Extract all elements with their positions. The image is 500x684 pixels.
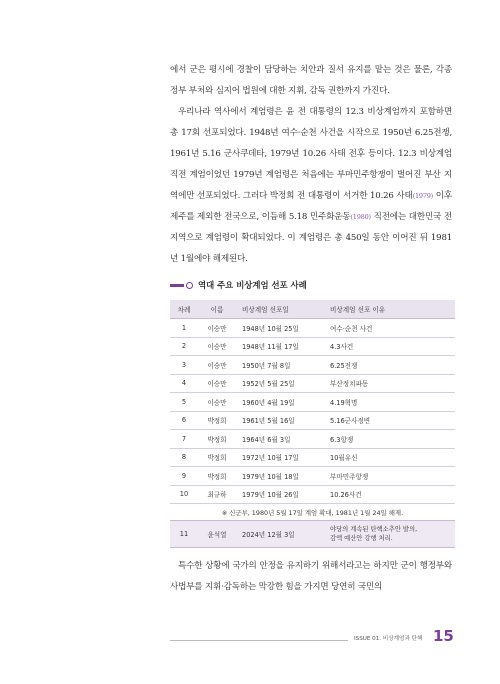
cell-order: 8 <box>170 448 198 467</box>
body-paragraph-1: 에서 군은 평시에 경찰이 담당하는 치안과 질서 유지를 맡는 것은 물론, 각종 정부 부처와 심지어 법원에 대한 지휘, 감독 권한까지 가진다. <box>170 65 452 96</box>
table-row <box>170 393 455 412</box>
cell-reason <box>324 521 455 548</box>
cell-date: 1960년 4월 19일 <box>236 393 324 412</box>
cell-order: 5 <box>170 393 198 412</box>
cell-reason: 10월유신 <box>324 448 455 467</box>
cell-name: 박정희 <box>198 448 236 467</box>
cell-name: 이승만 <box>198 319 236 338</box>
source-year-1980: (1980) <box>350 213 371 221</box>
table-row <box>170 485 455 504</box>
cell-reason: 10.26사건 <box>324 485 455 504</box>
cell-order: 9 <box>170 467 198 486</box>
paragraph-2-part-c: 직전에는 대한민국 전 지역으로 계엄령이 확대되었다. 이 계엄령은 총 450일 동안 이어진 뒤 1981년 1월에야 해제된다. <box>170 212 452 264</box>
cell-name: 박정희 <box>198 411 236 430</box>
cell-order: 7 <box>170 430 198 449</box>
footer-divider <box>170 640 348 641</box>
cell-date: 1948년 10월 25일 <box>236 319 324 338</box>
cell-order: 11 <box>170 521 198 548</box>
cell-reason: 여수·순천 사건 <box>324 319 455 338</box>
header-order: 차례 <box>170 300 198 319</box>
table-header-row <box>170 300 455 319</box>
table-note-row <box>170 504 455 521</box>
cell-order: 1 <box>170 319 198 338</box>
cell-order: 10 <box>170 485 198 504</box>
table-row <box>170 374 455 393</box>
paragraph-2-part-a: 우리나라 역사에서 계엄령은 윤 전 대통령의 12.3 비상계엄까지 포함하면 총 17회 선포되었다. 1948년 여수·순천 사건을 시작으로 1950년 6.25전쟁, 1961년 5.16 군사쿠데타, 1979년 10.26 사태 전후 등이다. 12.3 비상계엄 직전 계엄이었던 1979년 계엄령은 처음에는 부마민주항쟁이 벌어진 부산 지역에만 선포되었다. 그러다 박정희 전 대통령이 서거한 10.26 사태 <box>170 107 452 201</box>
cell-date: 1979년 10월 26일 <box>236 485 324 504</box>
table-note: ※ 신군부, 1980년 5월 17일 계엄 확대, 1981년 1월 24일 해제. <box>170 504 455 521</box>
table-title-text: 역대 주요 비상계엄 선포 사례 <box>198 280 307 290</box>
cell-reason: 4.3사건 <box>324 337 455 356</box>
cell-name: 이승만 <box>198 393 236 412</box>
header-date: 비상계엄 선포일 <box>236 300 324 319</box>
cell-order: 6 <box>170 411 198 430</box>
paragraph-2-part-b: 이후 제주를 제외한 전국으로, 이듬해 5.18 민주화운동 <box>170 191 452 222</box>
cell-name: 박정희 <box>198 430 236 449</box>
footer-issue-label: ISSUE 01. 비상계엄과 탄핵 <box>354 636 423 642</box>
table-row <box>170 356 455 375</box>
cell-order: 4 <box>170 374 198 393</box>
cell-reason: 5.16군사정변 <box>324 411 455 430</box>
table-row <box>170 521 455 548</box>
table-title <box>170 278 307 292</box>
cell-reason: 부마민주항쟁 <box>324 467 455 486</box>
cell-date: 1961년 5월 16일 <box>236 411 324 430</box>
cell-name: 이승만 <box>198 356 236 375</box>
table-row <box>170 448 455 467</box>
body-paragraph-3: 특수한 상황에 국가의 안정을 유지하기 위해서라고는 하지만 군이 행정부와 사법부를 지휘·감독하는 막강한 힘을 가지면 당연히 국민의 <box>170 561 452 592</box>
cell-reason: 6.3항쟁 <box>324 430 455 449</box>
table-row <box>170 430 455 449</box>
title-dot-icon <box>186 282 193 289</box>
source-year-1979: (1979) <box>412 192 434 200</box>
cell-reason: 부산정치파동 <box>324 374 455 393</box>
table-row <box>170 337 455 356</box>
cell-reason: 6.25전쟁 <box>324 356 455 375</box>
reason-line-1: 야당의 계속된 탄핵소추안 발의, <box>330 526 418 533</box>
cell-date: 1979년 10월 18일 <box>236 467 324 486</box>
table-row <box>170 467 455 486</box>
page-number: 15 <box>433 627 454 645</box>
cell-order: 2 <box>170 337 198 356</box>
body-paragraph-2 <box>170 102 452 270</box>
cell-date: 1972년 10월 17일 <box>236 448 324 467</box>
cell-name: 박정희 <box>198 467 236 486</box>
header-reason: 비상계엄 선포 이유 <box>324 300 455 319</box>
cell-date: 1950년 7월 8일 <box>236 356 324 375</box>
cell-reason: 4.19혁명 <box>324 393 455 412</box>
cell-name: 윤석열 <box>198 521 236 548</box>
table-row <box>170 411 455 430</box>
cell-date: 1964년 6월 3일 <box>236 430 324 449</box>
header-name: 이름 <box>198 300 236 319</box>
cell-order: 3 <box>170 356 198 375</box>
cell-date: 1948년 11월 17일 <box>236 337 324 356</box>
cell-name: 최규하 <box>198 485 236 504</box>
title-bar-icon <box>170 284 184 287</box>
cell-name: 이승만 <box>198 374 236 393</box>
reason-line-2: 감액 예산안 강행 처리. <box>330 535 393 542</box>
table-row <box>170 319 455 338</box>
cell-date: 1952년 5월 25일 <box>236 374 324 393</box>
cell-name: 이승만 <box>198 337 236 356</box>
martial-law-table <box>170 300 455 548</box>
cell-date: 2024년 12월 3일 <box>236 521 324 548</box>
